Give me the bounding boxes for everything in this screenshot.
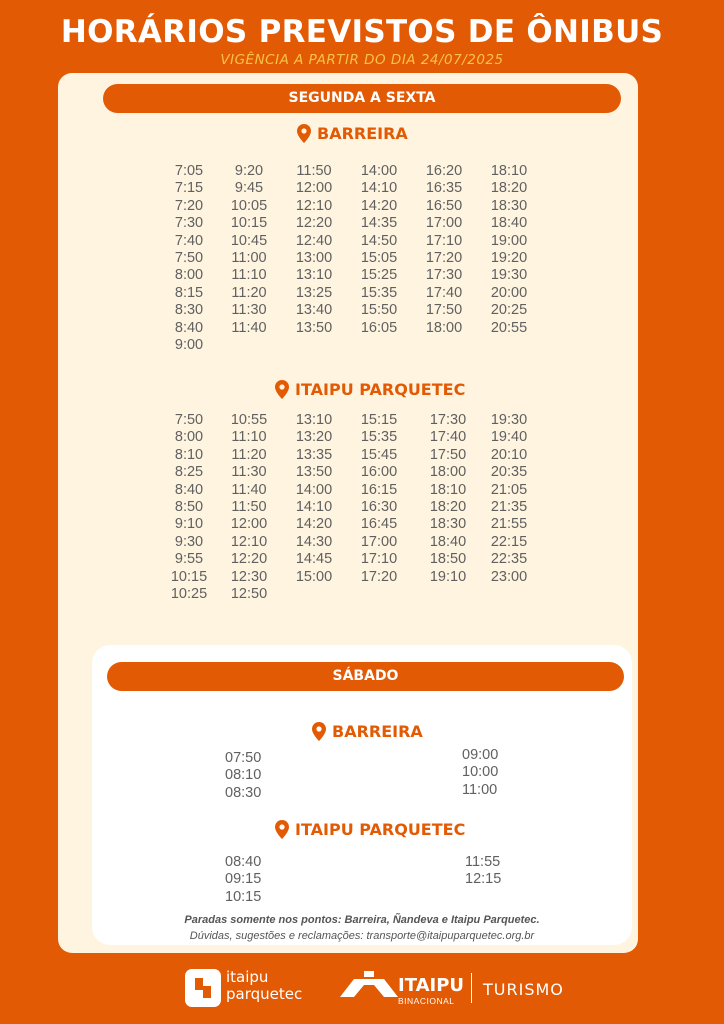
departure-time: 16:00 <box>360 464 398 481</box>
time-column <box>226 163 272 337</box>
departure-time: 7:20 <box>174 197 204 214</box>
parquetec-logo <box>226 969 302 1003</box>
departure-time: 18:40 <box>429 533 467 550</box>
departure-time: 20:00 <box>490 284 528 301</box>
departure-time: 14:50 <box>360 232 398 249</box>
departure-time: 15:50 <box>360 302 398 319</box>
stop-title-parquetec-weekday <box>275 378 465 400</box>
departure-time: 14:45 <box>295 551 333 568</box>
location-pin-icon <box>297 124 311 143</box>
departure-time: 10:15 <box>230 215 268 232</box>
departure-time: 11:40 <box>231 319 267 336</box>
departure-time: 13:40 <box>295 302 333 319</box>
departure-time: 12:20 <box>295 215 333 232</box>
departure-time: 12:50 <box>230 586 268 603</box>
departure-time: 15:35 <box>360 284 398 301</box>
saturday-header: SÁBADO <box>107 662 624 691</box>
departure-time: 14:20 <box>295 516 333 533</box>
departure-time: 10:15 <box>225 888 262 905</box>
location-pin-icon <box>312 722 326 741</box>
departure-time: 11:30 <box>231 302 267 319</box>
departure-time: 13:50 <box>295 464 333 481</box>
location-pin-icon <box>275 380 289 399</box>
departure-time: 8:10 <box>174 446 204 463</box>
departure-time: 7:30 <box>174 215 204 232</box>
departure-time: 17:10 <box>425 232 463 249</box>
stop-name: ITAIPU PARQUETEC <box>295 379 466 399</box>
departure-time: 11:50 <box>296 163 332 179</box>
logo1-line2: parquetec <box>226 985 303 1003</box>
departure-time: 09:15 <box>225 871 262 888</box>
logo2-name: ITAIPU <box>398 975 465 996</box>
departure-time: 14:10 <box>360 180 398 197</box>
stop-title-parquetec-saturday <box>275 818 465 840</box>
departure-time: 21:05 <box>490 481 528 498</box>
departure-time: 11:10 <box>231 267 267 284</box>
departure-time: 11:30 <box>231 464 267 481</box>
departure-time: 8:30 <box>174 302 204 319</box>
departure-time: 17:00 <box>360 533 398 550</box>
departure-time: 12:10 <box>295 197 333 214</box>
logo1-line1: itaipu <box>226 968 269 986</box>
departure-time: 10:00 <box>462 764 499 781</box>
departure-time: 17:00 <box>425 215 463 232</box>
departure-time: 10:15 <box>170 568 208 585</box>
departure-time: 7:50 <box>174 250 204 267</box>
departure-time: 19:30 <box>490 412 528 428</box>
departure-time: 17:50 <box>425 302 463 319</box>
departure-time: 13:10 <box>295 267 333 284</box>
departure-time: 16:50 <box>425 197 463 214</box>
departure-time: 14:00 <box>360 163 398 179</box>
departure-time: 9:10 <box>174 516 204 533</box>
departure-time: 19:20 <box>490 250 528 267</box>
departure-time: 19:00 <box>490 232 528 249</box>
departure-time: 21:55 <box>490 516 528 533</box>
itaipu-logo-icon <box>340 971 398 997</box>
departure-time: 7:40 <box>174 232 204 249</box>
departure-time: 10:05 <box>230 197 268 214</box>
departure-time: 17:10 <box>360 551 398 568</box>
departure-time: 18:00 <box>425 319 463 336</box>
time-column <box>486 412 532 586</box>
departure-time: 18:50 <box>429 551 467 568</box>
departure-time: 15:15 <box>360 412 398 428</box>
departure-time: 15:05 <box>360 250 398 267</box>
departure-time: 16:15 <box>360 481 398 498</box>
time-column <box>166 412 212 603</box>
departure-time: 7:15 <box>174 180 204 197</box>
departure-time: 17:20 <box>425 250 463 267</box>
departure-time: 8:50 <box>174 499 204 516</box>
departure-time: 17:50 <box>429 446 467 463</box>
departure-time: 12:40 <box>295 232 333 249</box>
departure-time: 9:30 <box>174 533 204 550</box>
stop-name: BARREIRA <box>332 721 423 741</box>
time-column <box>225 854 261 906</box>
departure-time: 12:10 <box>230 533 268 550</box>
departure-time: 18:20 <box>490 180 528 197</box>
departure-time: 8:15 <box>174 284 204 301</box>
departure-time: 8:00 <box>174 429 204 446</box>
time-column <box>226 412 272 603</box>
departure-time: 9:20 <box>234 163 264 179</box>
departure-time: 7:50 <box>174 412 204 428</box>
time-column <box>462 747 498 799</box>
departure-time: 14:00 <box>295 481 333 498</box>
departure-time: 12:00 <box>295 180 333 197</box>
departure-time: 20:35 <box>490 464 528 481</box>
departure-time: 13:35 <box>295 446 333 463</box>
time-column <box>421 163 467 337</box>
departure-time: 15:45 <box>360 446 398 463</box>
departure-time: 09:00 <box>462 747 499 763</box>
departure-time: 16:35 <box>425 180 463 197</box>
departure-time: 07:50 <box>225 750 262 766</box>
departure-time: 10:45 <box>230 232 268 249</box>
departure-time: 14:10 <box>295 499 333 516</box>
time-column <box>291 163 337 337</box>
logo2-sub: BINACIONAL <box>398 996 455 1006</box>
departure-time: 13:20 <box>295 429 333 446</box>
departure-time: 18:30 <box>490 197 528 214</box>
time-column <box>356 163 402 337</box>
departure-time: 14:35 <box>360 215 398 232</box>
departure-time: 7:05 <box>174 163 204 179</box>
departure-time: 9:55 <box>174 551 204 568</box>
page-title: HORÁRIOS PREVISTOS DE ÔNIBUS <box>60 14 664 50</box>
departure-time: 21:35 <box>490 499 528 516</box>
departure-time: 18:10 <box>429 481 467 498</box>
departure-time: 19:30 <box>490 267 528 284</box>
departure-time: 18:40 <box>490 215 528 232</box>
footer-divider <box>471 973 472 1003</box>
stop-title-barreira-weekday <box>297 122 408 144</box>
departure-time: 19:40 <box>490 429 528 446</box>
departure-time: 19:10 <box>429 568 467 585</box>
departure-time: 8:40 <box>174 319 204 336</box>
time-column <box>425 412 471 586</box>
departure-time: 9:45 <box>234 180 264 197</box>
departure-time: 20:25 <box>490 302 528 319</box>
departure-time: 08:30 <box>225 784 262 801</box>
departure-time: 22:35 <box>490 551 528 568</box>
departure-time: 18:20 <box>429 499 467 516</box>
departure-time: 13:25 <box>295 284 333 301</box>
time-column <box>356 412 402 586</box>
stop-name: ITAIPU PARQUETEC <box>295 819 466 839</box>
departure-time: 11:00 <box>231 250 267 267</box>
departure-time: 16:20 <box>425 163 463 179</box>
departure-time: 11:40 <box>231 481 267 498</box>
departure-time: 17:30 <box>429 412 467 428</box>
departure-time: 14:30 <box>295 533 333 550</box>
location-pin-icon <box>275 820 289 839</box>
departure-time: 12:15 <box>465 871 502 888</box>
parquetec-logo-icon <box>185 969 221 1007</box>
departure-time: 22:15 <box>490 533 528 550</box>
departure-time: 18:30 <box>429 516 467 533</box>
departure-time: 15:25 <box>360 267 398 284</box>
stop-name: BARREIRA <box>317 123 408 143</box>
departure-time: 9:00 <box>174 337 204 354</box>
departure-time: 14:20 <box>360 197 398 214</box>
departure-time: 8:00 <box>174 267 204 284</box>
departure-time: 18:10 <box>490 163 528 179</box>
departure-time: 13:10 <box>295 412 333 428</box>
stop-title-barreira-saturday <box>312 720 423 742</box>
departure-time: 12:20 <box>230 551 268 568</box>
departure-time: 08:40 <box>225 854 262 870</box>
departure-time: 10:25 <box>170 586 208 603</box>
weekday-header: SEGUNDA A SEXTA <box>103 84 621 113</box>
contact-note: Dúvidas, sugestões e reclamações: transporte@itaipuparquetec.org.br <box>189 930 535 942</box>
departure-time: 11:50 <box>231 499 267 516</box>
departure-time: 13:50 <box>295 319 333 336</box>
departure-time: 23:00 <box>490 568 528 585</box>
departure-time: 20:10 <box>490 446 528 463</box>
time-column <box>486 163 532 337</box>
departure-time: 8:25 <box>174 464 204 481</box>
departure-time: 16:30 <box>360 499 398 516</box>
departure-time: 10:55 <box>230 412 268 428</box>
departure-time: 11:20 <box>231 446 267 463</box>
stops-note: Paradas somente nos pontos: Barreira, Ñandeva e Itaipu Parquetec. <box>184 914 540 926</box>
departure-time: 11:10 <box>231 429 267 446</box>
departure-time: 11:20 <box>231 284 267 301</box>
departure-time: 17:30 <box>425 267 463 284</box>
departure-time: 8:40 <box>174 481 204 498</box>
departure-time: 12:30 <box>230 568 268 585</box>
departure-time: 15:00 <box>295 568 333 585</box>
footer-logos <box>0 965 724 1015</box>
departure-time: 17:40 <box>429 429 467 446</box>
validity-subtitle: VIGÊNCIA A PARTIR DO DIA 24/07/2025 <box>220 52 504 68</box>
departure-time: 12:00 <box>230 516 268 533</box>
time-column <box>291 412 337 586</box>
time-column <box>166 163 212 354</box>
departure-time: 17:20 <box>360 568 398 585</box>
time-column <box>465 854 501 889</box>
departure-time: 16:45 <box>360 516 398 533</box>
departure-time: 11:00 <box>462 781 498 798</box>
departure-time: 20:55 <box>490 319 528 336</box>
departure-time: 08:10 <box>225 767 262 784</box>
departure-time: 13:00 <box>295 250 333 267</box>
departure-time: 11:55 <box>465 854 501 870</box>
logo2-suffix: TURISMO <box>483 980 564 999</box>
departure-time: 16:05 <box>360 319 398 336</box>
departure-time: 18:00 <box>429 464 467 481</box>
departure-time: 15:35 <box>360 429 398 446</box>
time-column <box>225 750 261 802</box>
departure-time: 17:40 <box>425 284 463 301</box>
